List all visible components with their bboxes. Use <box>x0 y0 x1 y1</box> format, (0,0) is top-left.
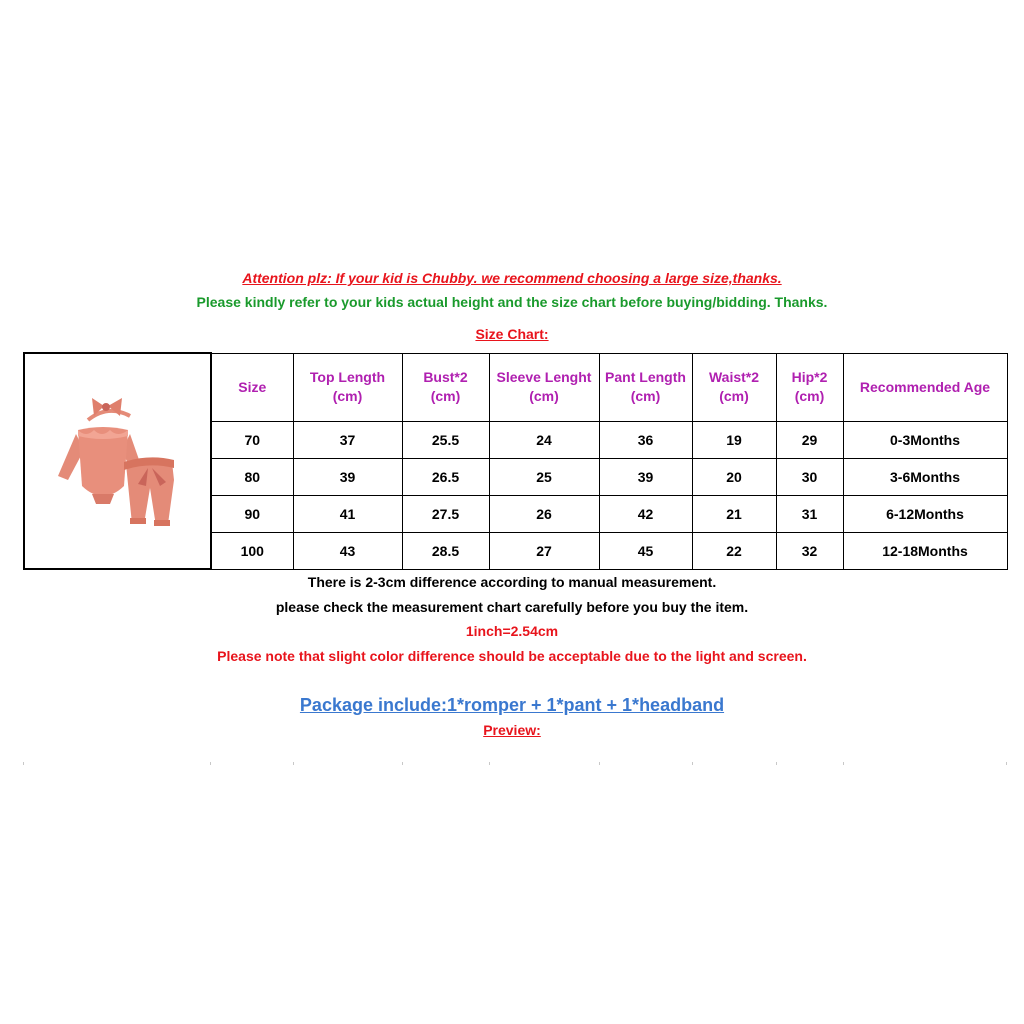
divider-tick <box>599 762 600 765</box>
cell-age: 12-18Months <box>843 532 1007 569</box>
divider-tick <box>402 762 403 765</box>
measurement-difference-note: There is 2-3cm difference according to manual measurement. <box>307 574 717 590</box>
divider-tick <box>489 762 490 765</box>
cell-hip: 31 <box>776 495 843 532</box>
divider-tick <box>1006 762 1007 765</box>
cell-top-length: 43 <box>293 532 402 569</box>
product-image-cell <box>24 353 211 569</box>
cell-pant-length: 36 <box>599 421 692 458</box>
header-hip: Hip*2 (cm) <box>776 353 843 421</box>
cell-hip: 32 <box>776 532 843 569</box>
divider-tick <box>843 762 844 765</box>
header-recommended-age: Recommended Age <box>843 353 1007 421</box>
cell-sleeve-length: 24 <box>489 421 599 458</box>
cell-hip: 29 <box>776 421 843 458</box>
cell-size: 90 <box>211 495 293 532</box>
cell-hip: 30 <box>776 458 843 495</box>
cell-top-length: 41 <box>293 495 402 532</box>
baby-outfit-icon <box>48 384 188 534</box>
package-include-link[interactable]: Package include:1*romper + 1*pant + 1*headband <box>299 695 725 715</box>
check-chart-note: please check the measurement chart carefully before you buy the item. <box>275 599 749 615</box>
preview-label: Preview: <box>483 722 541 738</box>
cell-waist: 20 <box>692 458 776 495</box>
cell-bust: 27.5 <box>402 495 489 532</box>
cell-age: 0-3Months <box>843 421 1007 458</box>
header-top-length: Top Length (cm) <box>293 353 402 421</box>
cell-top-length: 37 <box>293 421 402 458</box>
attention-notice: Attention plz: If your kid is Chubby. we recommend choosing a large size,thanks. <box>242 270 782 286</box>
cell-waist: 22 <box>692 532 776 569</box>
inch-conversion-note: 1inch=2.54cm <box>465 623 559 639</box>
cell-waist: 19 <box>692 421 776 458</box>
cell-waist: 21 <box>692 495 776 532</box>
size-chart-table <box>23 352 1008 570</box>
table-header-row <box>24 353 1007 421</box>
header-sleeve-length: Sleeve Lenght (cm) <box>489 353 599 421</box>
divider-tick <box>776 762 777 765</box>
refer-notice: Please kindly refer to your kids actual height and the size chart before buying/bidding. Thanks. <box>196 294 828 310</box>
header-waist: Waist*2 (cm) <box>692 353 776 421</box>
cell-sleeve-length: 25 <box>489 458 599 495</box>
cell-bust: 26.5 <box>402 458 489 495</box>
cell-sleeve-length: 26 <box>489 495 599 532</box>
cell-pant-length: 45 <box>599 532 692 569</box>
cell-bust: 25.5 <box>402 421 489 458</box>
color-difference-note: Please note that slight color difference should be acceptable due to the light and screen. <box>217 648 807 664</box>
cell-pant-length: 42 <box>599 495 692 532</box>
divider-tick <box>23 762 24 765</box>
cell-size: 80 <box>211 458 293 495</box>
header-pant-length: Pant Length (cm) <box>599 353 692 421</box>
divider-tick <box>692 762 693 765</box>
cell-pant-length: 39 <box>599 458 692 495</box>
divider-tick <box>210 762 211 765</box>
cell-top-length: 39 <box>293 458 402 495</box>
cell-sleeve-length: 27 <box>489 532 599 569</box>
header-bust: Bust*2 (cm) <box>402 353 489 421</box>
header-size: Size <box>211 353 293 421</box>
cell-age: 3-6Months <box>843 458 1007 495</box>
cell-size: 70 <box>211 421 293 458</box>
cell-bust: 28.5 <box>402 532 489 569</box>
divider-tick <box>293 762 294 765</box>
cell-size: 100 <box>211 532 293 569</box>
cell-age: 6-12Months <box>843 495 1007 532</box>
size-chart-title: Size Chart: <box>475 326 549 342</box>
